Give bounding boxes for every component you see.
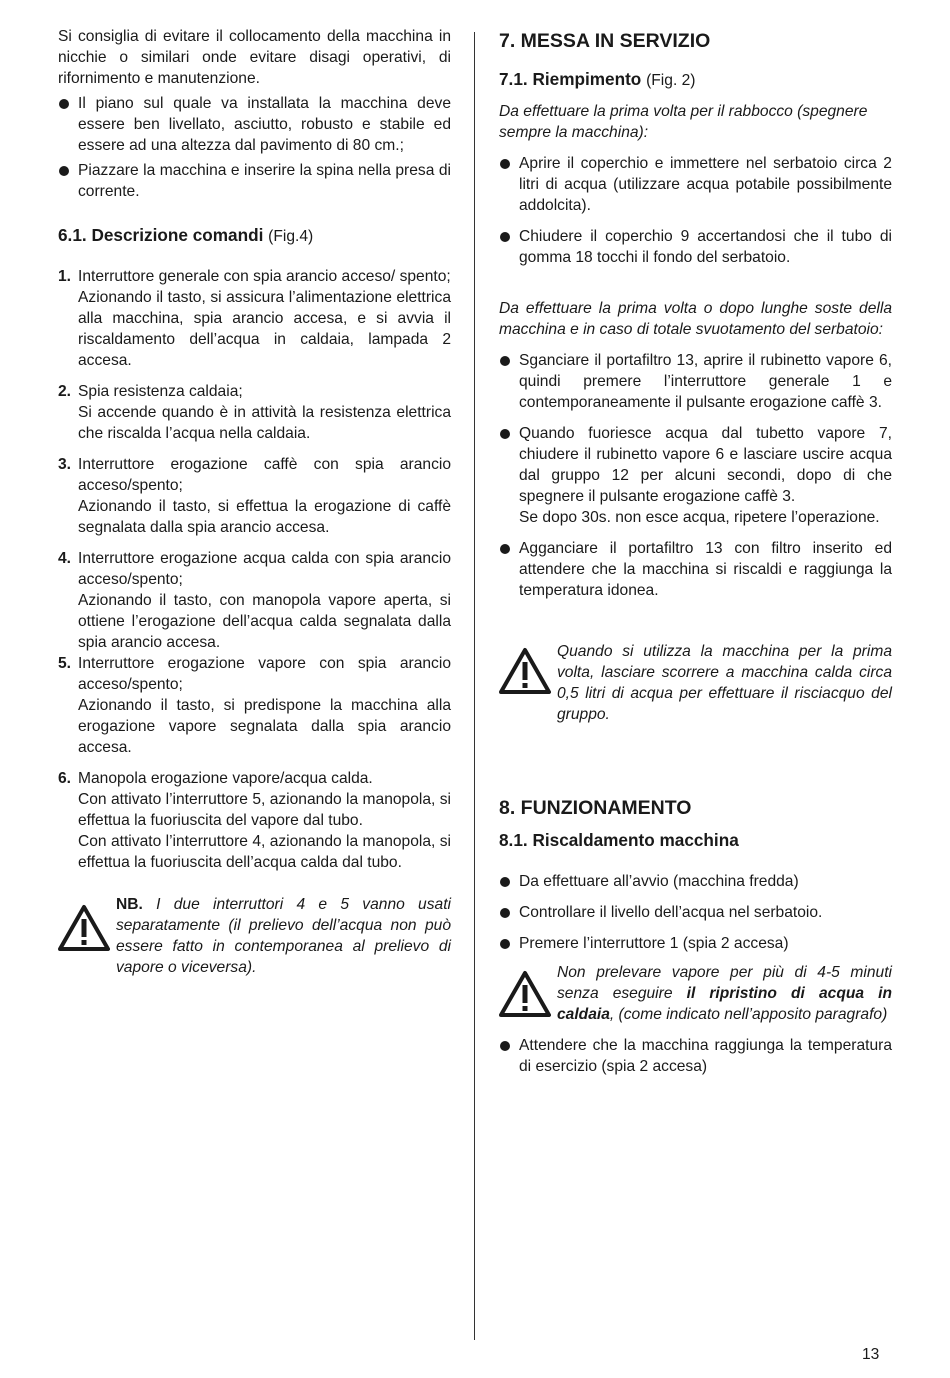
item-text: Si accende quando è in attività la resistenza elettrica che riscalda l’acqua nella caldaia. [78,404,451,442]
control-item-3 [58,454,451,538]
instruction-intro: Da effettuare la prima volta o dopo lunghe soste della macchina e in caso di totale svuotamento del serbatoio: [499,300,892,338]
bullet-item [499,423,892,528]
bullet-item: Agganciare il portafiltro 13 con filtro inserito ed attendere che la macchina si riscaldi e raggiunga la temperatura idonea. [499,538,892,601]
warning-text: Quando si utilizza la macchina per la prima volta, lasciare scorrere a macchina calda circa 0,5 litri di acqua per effettuare il risciacquo del gruppo. [557,643,892,723]
section-heading-7: 7. MESSA IN SERVIZIO [499,30,711,52]
column-divider [474,32,475,1340]
section-heading-8: 8. FUNZIONAMENTO [499,797,692,819]
bullet-item: Controllare il livello dell’acqua nel serbatoio. [499,902,892,923]
warning-note [499,641,892,725]
bullet-item: Da effettuare all’avvio (macchina fredda) [499,871,892,892]
instruction-intro: Da effettuare la prima volta per il rabbocco (spegnere sempre la macchina): [499,103,868,141]
figure-ref: (Fig.4) [268,228,314,245]
intro-paragraph: Si consiglia di evitare il collocamento della macchina in nicchie o similari onde evitare disagi operativi, di rifornimento e manutenzione. [58,28,451,87]
warning-text-part: Non prelevare vapore per più di 4-5 minuti senza eseguire [557,964,892,1002]
bullet-item: Premere l’interruttore 1 (spia 2 accesa) [499,933,892,954]
bullet-item: Attendere che la macchina raggiunga la temperatura di esercizio (spia 2 accesa) [499,1035,892,1077]
bullet-text: Quando fuoriesce acqua dal tubetto vapore 7, chiudere il rubinetto vapore 6 e lasciare uscire acqua dal gruppo 12 per alcuni secondi, dopo di che spegnere il pulsante erogazione caffè 3. [519,425,892,505]
item-text: Azionando il tasto, si assicura l’alimentazione elettrica alla macchina, spia arancio accesa, e si avvia il riscaldamento dell’acqua in caldaia, lampada 2 accesa. [78,289,451,369]
item-title: Interruttore erogazione caffè con spia arancio acceso/spento; [78,456,451,494]
figure-ref: (Fig. 2) [646,72,696,89]
item-text: Azionando il tasto, si effettua la erogazione di caffè segnalata dalla spia arancio accesa. [78,498,451,536]
bullet-item: Aprire il coperchio e immettere nel serbatoio circa 2 litri di acqua (utilizzare acqua potabile possibilmente addolcita). [499,153,892,216]
item-text: Azionando il tasto, con manopola vapore aperta, si ottiene l’erogazione dell’acqua calda segnalata dalla spia arancio accesa. [78,592,451,651]
control-item-4 [58,548,451,653]
item-text: Con attivato l’interruttore 4, azionando la manopola, si effettua la fuoriuscita dell’acqua calda dal tubo. [78,833,451,871]
section-title: 6.1. Descrizione comandi [58,225,264,245]
bullet-item: Il piano sul quale va installata la macchina deve essere ben livellato, asciutto, robusto e stabile ed essere ad una altezza dal pavimento di 80 cm.; [58,93,451,156]
item-title: Interruttore generale con spia arancio acceso/ spento; [78,268,451,285]
warning-note [499,962,892,1025]
control-item-2 [58,381,451,444]
warning-triangle-icon [499,970,551,1018]
item-text: Azionando il tasto, si predispone la macchina alla erogazione vapore segnalata dalla spia arancio accesa. [78,697,451,756]
item-text: Con attivato l’interruttore 5, azionando la manopola, si effettua la fuoriuscita del vapore dal tubo. [78,791,451,829]
item-title: Interruttore erogazione vapore con spia arancio acceso/spento; [78,655,451,693]
warning-lead: NB. [116,896,143,913]
page-number: 13 [862,1346,880,1363]
warning-text [557,962,892,1025]
warning-body: I due interruttori 4 e 5 vanno usati separatamente (il prelievo dell’acqua non può essere fatto in contemporanea al prelievo di vapore o viceversa). [116,896,451,976]
warning-triangle-icon [499,647,551,695]
control-item-5 [58,653,451,758]
item-number: 1. [58,268,72,285]
section-heading-7-1 [499,68,892,92]
warning-emphasis: il ripristino di acqua in caldaia [557,985,892,1023]
control-item-6 [58,768,451,873]
warning-text-part: , (come indicato nell’apposito paragrafo) [609,1006,888,1023]
warning-note [58,894,451,978]
bullet-item: Chiudere il coperchio 9 accertandosi che il tubo di gomma 18 tocchi il fondo del serbatoio. [499,226,892,268]
right-column [499,26,892,1077]
control-item-1 [58,266,451,371]
section-heading-6-1 [58,224,451,248]
bullet-text: Se dopo 30s. non esce acqua, ripetere l’operazione. [519,509,880,526]
section-title: 7.1. Riempimento [499,69,642,89]
bullet-item: Sganciare il portafiltro 13, aprire il rubinetto vapore 6, quindi premere l’interruttore generale 1 e contemporaneamente il pulsante erogazione caffè 3. [499,350,892,413]
item-title: Manopola erogazione vapore/acqua calda. [78,770,373,787]
item-number: 5. [58,655,72,672]
warning-triangle-icon [58,904,110,952]
bullet-item: Piazzare la macchina e inserire la spina nella presa di corrente. [58,160,451,202]
section-heading-8-1: 8.1. Riscaldamento macchina [499,830,739,850]
item-title: Spia resistenza caldaia; [78,383,243,400]
warning-text [116,894,451,978]
item-number: 6. [58,770,72,787]
left-column [58,26,451,978]
item-title: Interruttore erogazione acqua calda con spia arancio acceso/spento; [78,550,451,588]
item-number: 4. [58,550,72,567]
item-number: 3. [58,456,72,473]
item-number: 2. [58,383,72,400]
